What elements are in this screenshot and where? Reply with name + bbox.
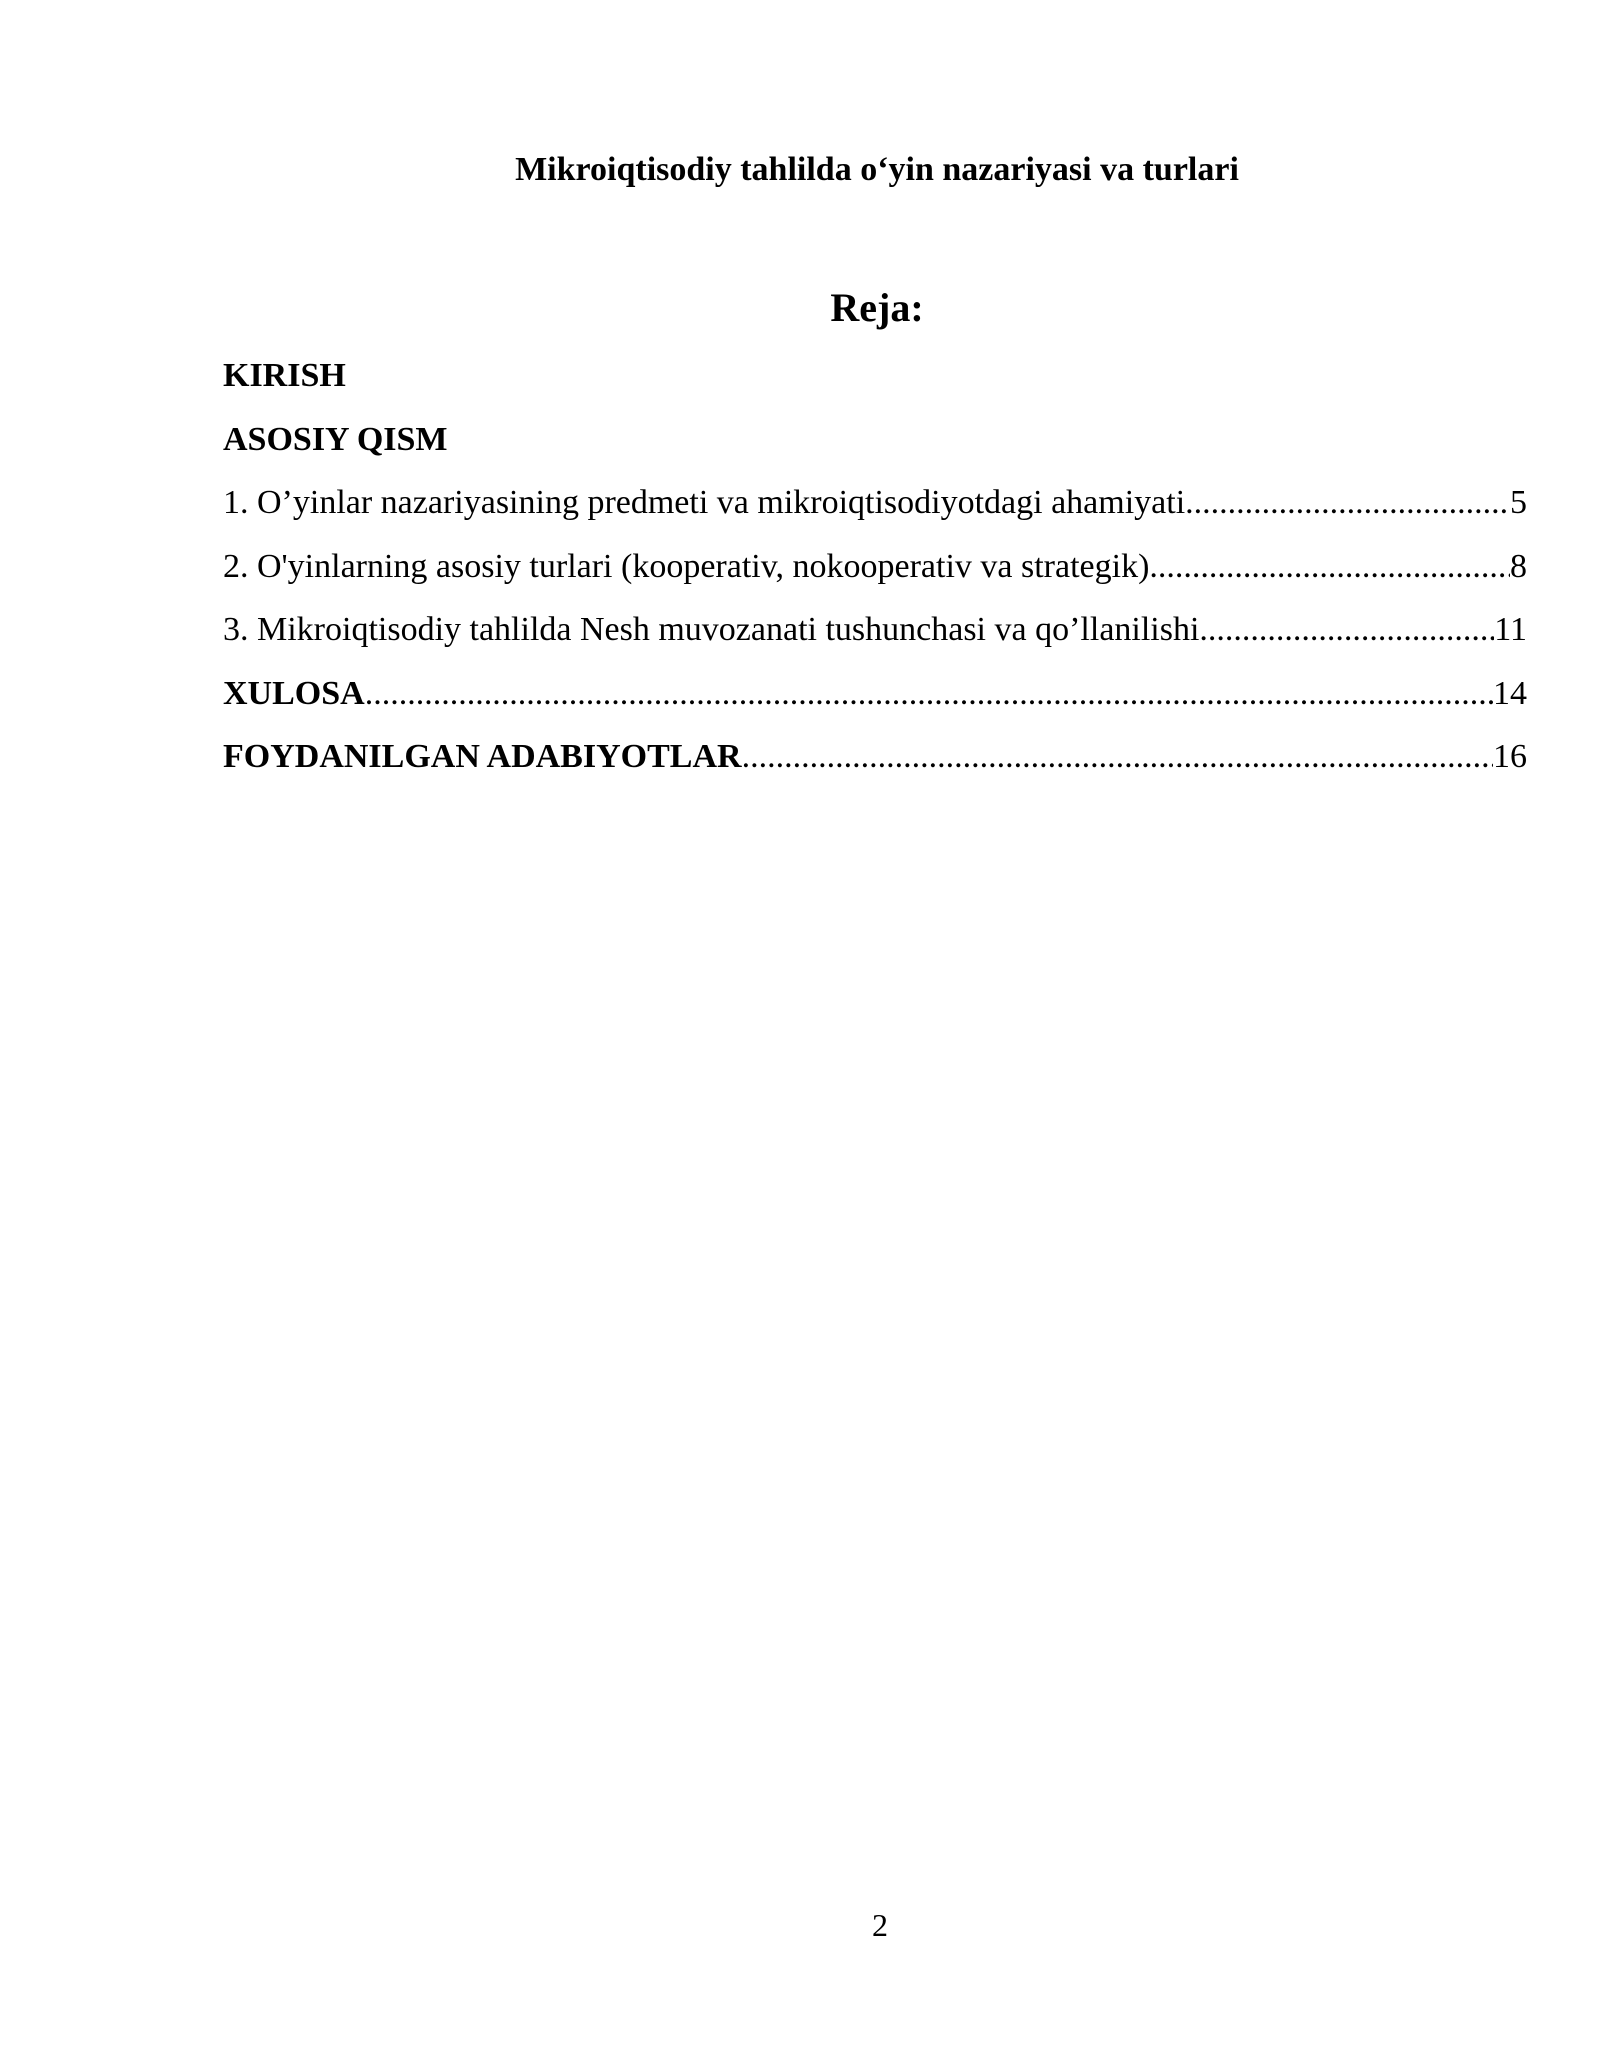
toc-dot-leader (365, 669, 1493, 719)
document-title: Mikroiqtisodiy tahlilda o‘yin nazariyasi va turlari (515, 151, 1239, 188)
toc-entry-xulosa[interactable] (223, 669, 1527, 733)
toc-entry-label: KIRISH (223, 357, 346, 394)
toc-entry-label: 1. O’yinlar nazariyasining predmeti va mikroiqtisodiyotdagi ahamiyati (223, 484, 1186, 521)
toc-entry-asosiy-qism[interactable] (223, 415, 1527, 479)
toc-entry-label: ASOSIY QISM (223, 420, 448, 458)
toc-heading: Reja: (830, 285, 924, 330)
toc-entry-page: 16 (1493, 738, 1527, 775)
toc-dot-leader (1185, 478, 1510, 528)
toc-entry-page: 11 (1494, 611, 1527, 648)
page-number: 2 (872, 1907, 888, 1943)
toc-entry-label: 2. O'yinlarning asosiy turlari (kooperativ, nokooperativ va strategik) (223, 547, 1150, 585)
toc-entry-page: 14 (1493, 674, 1527, 712)
toc-entry-label: 3. Mikroiqtisodiy tahlilda Nesh muvozanati tushunchasi va qo’llanilishi (223, 611, 1200, 648)
toc-entry-kirish[interactable] (223, 351, 1527, 415)
toc-entry-label: FOYDANILGAN ADABIYOTLAR (223, 738, 742, 775)
toc-entry-adabiyotlar[interactable] (223, 732, 1527, 796)
toc-entry-page: 8 (1510, 547, 1527, 585)
toc-dot-leader (1199, 605, 1494, 655)
toc-entry-1[interactable] (223, 478, 1527, 542)
toc-entry-page: 5 (1510, 484, 1527, 521)
toc-dot-leader (742, 732, 1493, 782)
toc-entry-label: XULOSA (223, 674, 365, 712)
toc-entry-2[interactable] (223, 542, 1527, 606)
toc-dot-leader (1149, 542, 1510, 592)
table-of-contents (223, 351, 1527, 796)
toc-entry-3[interactable] (223, 605, 1527, 669)
